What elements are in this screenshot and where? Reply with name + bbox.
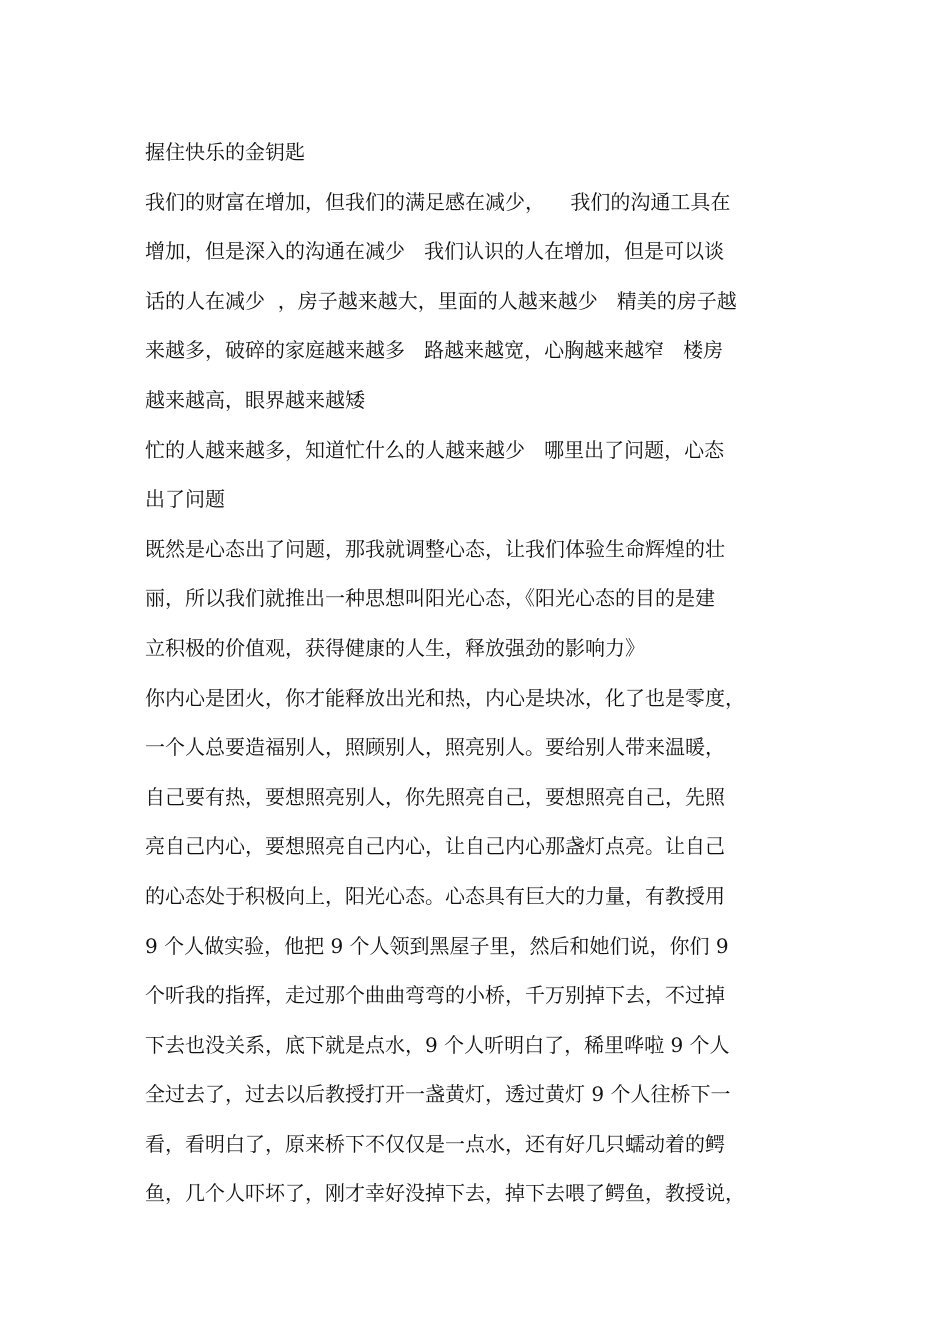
- text-line: 看，看明白了，原来桥下不仅仅是一点水，还有好几只蠕动着的鳄: [145, 1131, 725, 1156]
- document-body: [145, 128, 835, 1219]
- text-line: 你内心是团火，你才能释放出光和热，内心是块冰，化了也是零度，: [145, 685, 745, 710]
- text-line: 出了问题: [145, 487, 225, 512]
- text-line: 话的人在减少 ，房子越来越大，里面的人越来越少 精美的房子越: [145, 288, 737, 313]
- text-line: 9 个人做实验，他把 9 个人领到黑屋子里，然后和她们说，你们 9: [145, 933, 729, 958]
- text-line: 一个人总要造福别人，照顾别人，照亮别人。要给别人带来温暖，: [145, 735, 725, 760]
- text-line: 亮自己内心，要想照亮自己内心，让自己内心那盏灯点亮。让自己: [145, 834, 725, 859]
- document-title: 握住快乐的金钥匙: [145, 140, 305, 164]
- text-line: 我们的财富在增加，但我们的满足感在减少， 我们的沟通工具在: [145, 189, 731, 214]
- text-line: 忙的人越来越多，知道忙什么的人越来越少 哪里出了问题，心态: [145, 437, 725, 462]
- text-line: 下去也没关系，底下就是点水，9 个人听明白了，稀里哗啦 9 个人: [145, 1032, 730, 1057]
- text-line: 增加，但是深入的沟通在减少 我们认识的人在增加，但是可以谈: [145, 239, 725, 264]
- text-line: 丽，所以我们就推出一种思想叫阳光心态，《阳光心态的目的是建: [145, 586, 715, 611]
- text-line: 的心态处于积极向上，阳光心态。心态具有巨大的力量，有教授用: [145, 883, 725, 908]
- text-line: 鱼，几个人吓坏了，刚才幸好没掉下去，掉下去喂了鳄鱼，教授说，: [145, 1181, 745, 1206]
- text-line: 来越多，破碎的家庭越来越多 路越来越宽，心胸越来越窄 楼房: [145, 338, 724, 363]
- text-line: 既然是心态出了问题，那我就调整心态，让我们体验生命辉煌的壮: [145, 536, 725, 561]
- text-line: 越来越高，眼界越来越矮: [145, 387, 365, 412]
- text-line: 立积极的价值观，获得健康的人生，释放强劲的影响力》: [145, 635, 645, 660]
- text-line: 全过去了，过去以后教授打开一盏黄灯，透过黄灯 9 个人往桥下一: [145, 1082, 731, 1107]
- text-line: 个听我的指挥，走过那个曲曲弯弯的小桥，千万别掉下去，不过掉: [145, 983, 725, 1008]
- text-line: 自己要有热，要想照亮别人，你先照亮自己，要想照亮自己，先照: [145, 784, 725, 809]
